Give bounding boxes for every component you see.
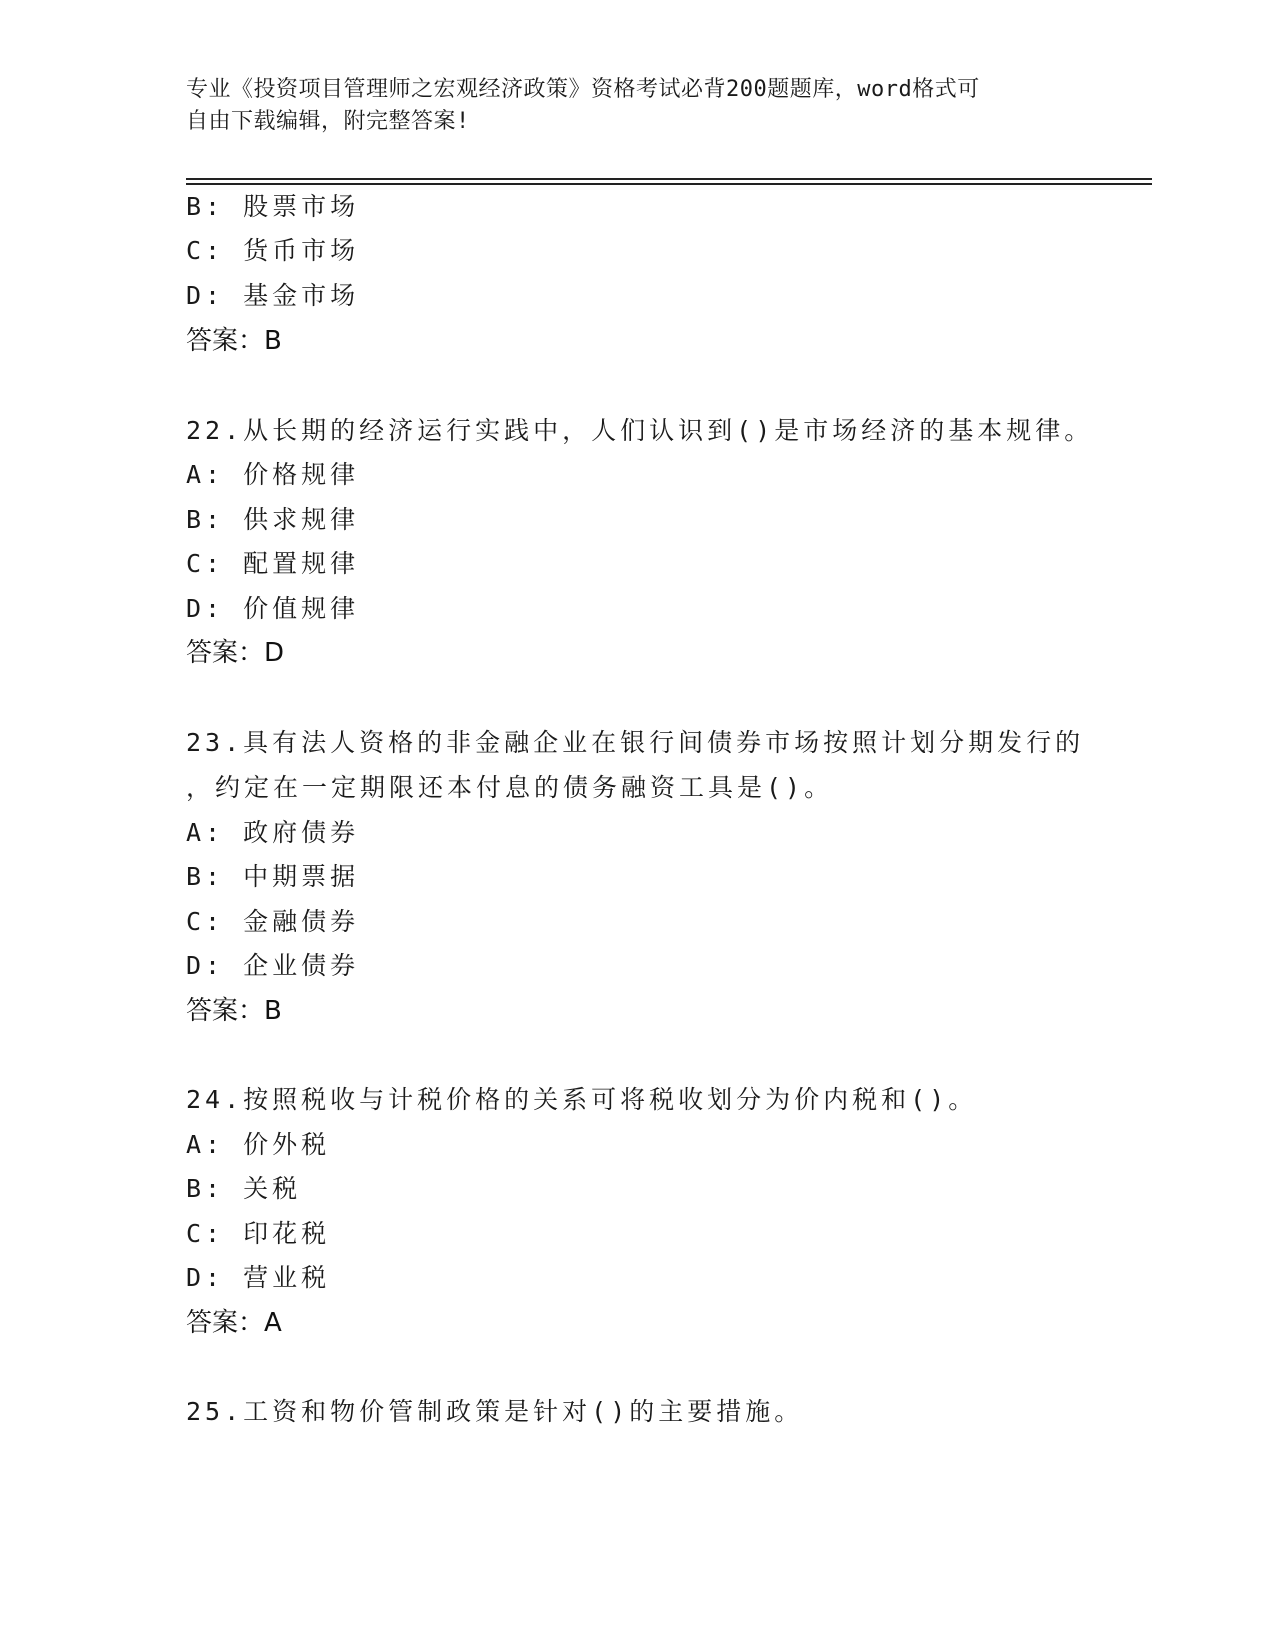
q22-stem: 22.从长期的经济运行实践中，人们认识到()是市场经济的基本规律。 xyxy=(186,416,1094,445)
q23-answer: 答案：B xyxy=(186,996,282,1026)
q24-option-d: D: 营业税 xyxy=(186,1263,331,1292)
q22-option-c: C: 配置规律 xyxy=(186,549,360,578)
header-divider-top xyxy=(186,178,1152,180)
document-header xyxy=(186,74,1066,138)
q21-option-d: D: 基金市场 xyxy=(186,281,360,310)
q23-option-c: C: 金融债券 xyxy=(186,907,360,936)
q22-answer: 答案：D xyxy=(186,638,285,668)
q23-stem-line-1: 23.具有法人资格的非金融企业在银行间债券市场按照计划分期发行的 xyxy=(186,728,1085,757)
q22-option-b: B: 供求规律 xyxy=(186,505,360,534)
q24-option-c: C: 印花税 xyxy=(186,1219,331,1248)
q24-option-b: B: 关税 xyxy=(186,1174,302,1203)
header-line-2: 自由下载编辑，附完整答案! xyxy=(186,109,470,134)
q23-option-d: D: 企业债券 xyxy=(186,951,360,980)
header-line-1: 专业《投资项目管理师之宏观经济政策》资格考试必背200题题库，word格式可 xyxy=(186,77,980,102)
q21-answer: 答案：B xyxy=(186,326,282,356)
q22-option-d: D: 价值规律 xyxy=(186,594,360,623)
q25-stem: 25.工资和物价管制政策是针对()的主要措施。 xyxy=(186,1397,804,1426)
q21-option-b: B: 股票市场 xyxy=(186,192,360,221)
q23-stem-line-2: ，约定在一定期限还本付息的债务融资工具是()。 xyxy=(186,773,834,802)
q22-option-a: A: 价格规律 xyxy=(186,460,360,489)
q21-option-c: C: 货币市场 xyxy=(186,236,360,265)
q24-option-a: A: 价外税 xyxy=(186,1130,331,1159)
header-divider-bottom xyxy=(186,183,1152,185)
q24-answer: 答案：A xyxy=(186,1308,282,1338)
q23-option-b: B: 中期票据 xyxy=(186,862,360,891)
q23-option-a: A: 政府债券 xyxy=(186,818,360,847)
q24-stem: 24.按照税收与计税价格的关系可将税收划分为价内税和()。 xyxy=(186,1085,978,1114)
